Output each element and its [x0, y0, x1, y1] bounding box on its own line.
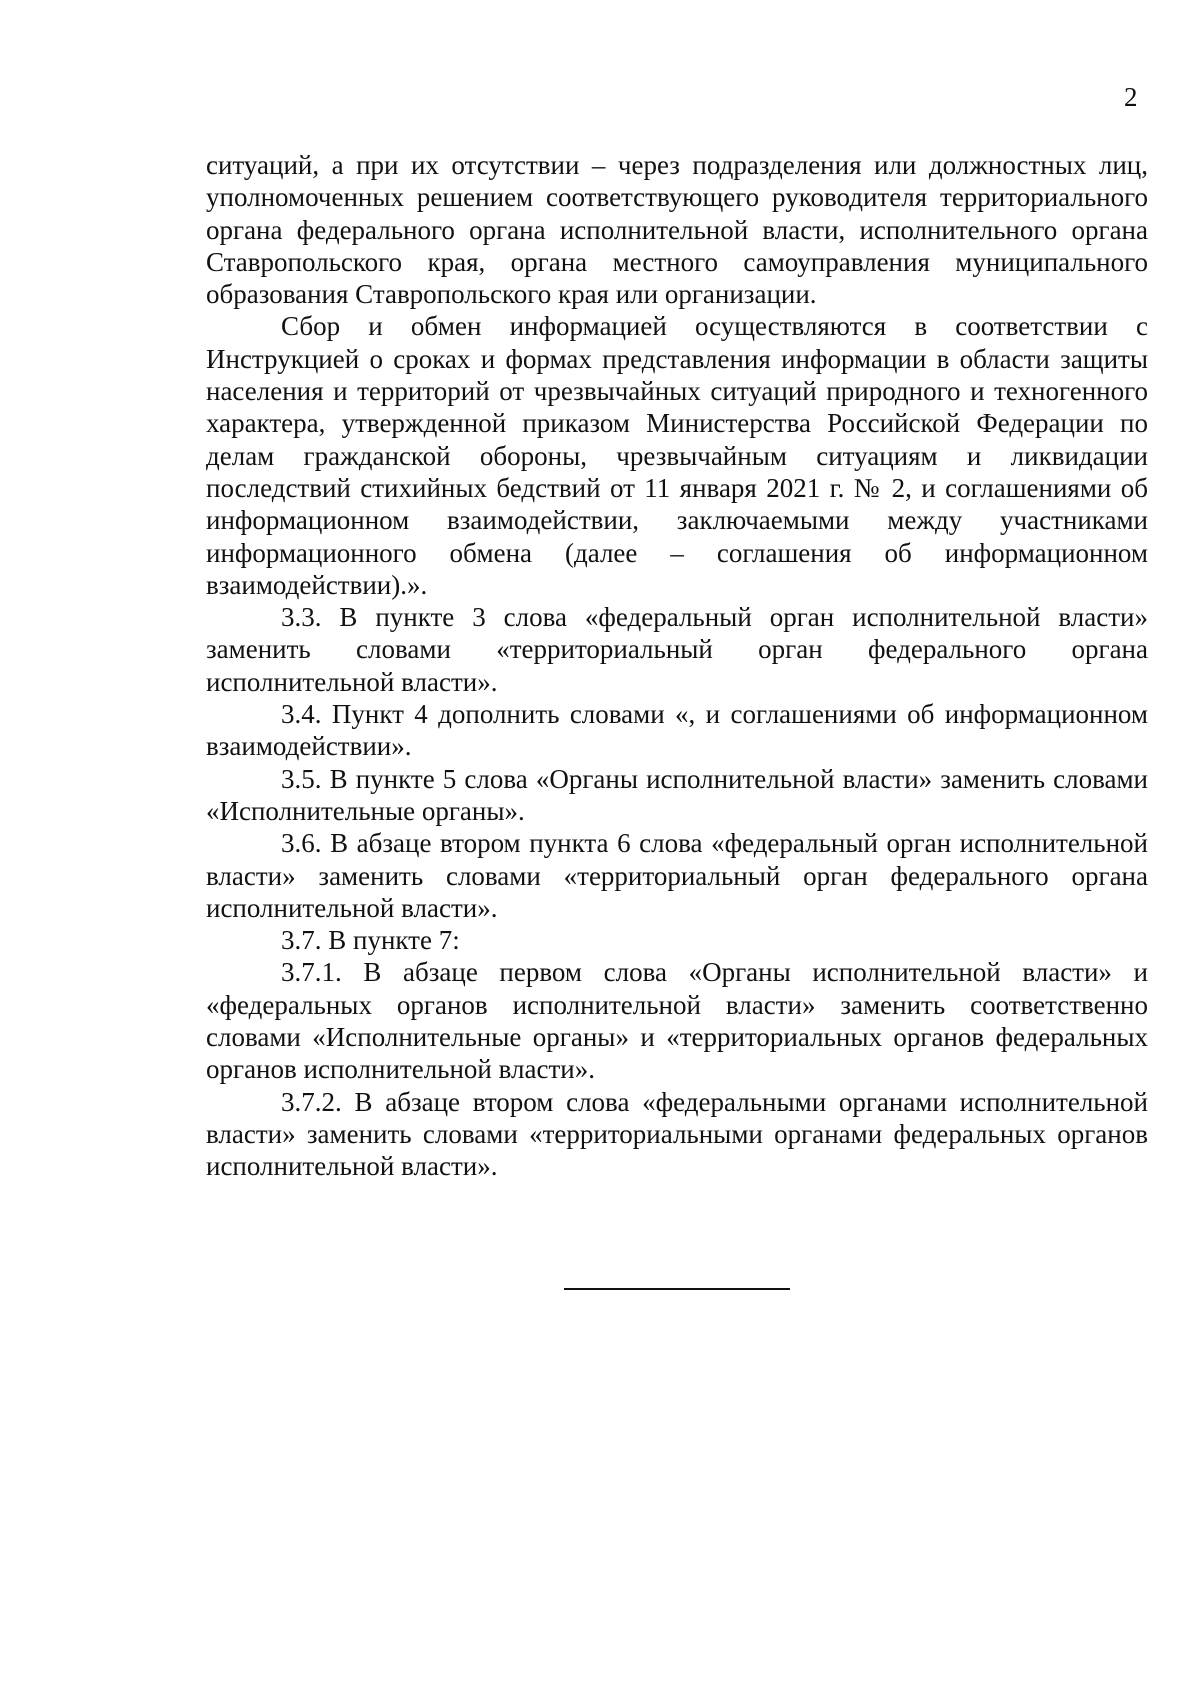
end-separator-line	[564, 1288, 790, 1290]
page-number: 2	[1124, 82, 1138, 112]
paragraph-item-3-6: 3.6. В абзаце втором пункта 6 слова «федеральный орган исполнительной власти» заменить словами «территориальный орган федерального органа исполнительной власти».	[206, 828, 1148, 923]
paragraph-item-3-4: 3.4. Пункт 4 дополнить словами «, и соглашениями об информационном взаимодействии».	[206, 699, 1148, 762]
paragraph-collection-exchange: Сбор и обмен информацией осуществляются в соответствии с Инструкцией о сроках и формах представления информации в области защиты населения и территорий от чрезвычайных ситуаций природного и техногенного характера, утвержденной приказом Министерства Российской Федерации по делам гражданской обороны, чрезвычайным ситуациям и ликвидации последствий стихийных бедствий от 11 января 2021 г. № 2, и соглашениями об информационном взаимодействии, заключаемыми между участниками информационного обмена (далее – соглашения об информационном взаимодействии).».	[206, 311, 1148, 600]
document-body	[206, 149, 1148, 1183]
paragraph-item-3-7: 3.7. В пункте 7:	[281, 925, 460, 956]
paragraph-item-3-3: 3.3. В пункте 3 слова «федеральный орган исполнительной власти» заменить словами «территориальный орган федерального органа исполнительной власти».	[206, 602, 1148, 697]
paragraph-item-3-7-1: 3.7.1. В абзаце первом слова «Органы исполнительной власти» и «федеральных органов исполнительной власти» заменить соответственно словами «Исполнительные органы» и «территориальных органов федеральных органов исполнительной власти».	[206, 957, 1148, 1085]
paragraph-continuation: ситуаций, а при их отсутствии – через подразделения или должностных лиц, уполномоченных решением соответствующего руководителя территориального органа федерального органа исполнительной власти, исполнительного органа Ставропольского края, органа местного самоуправления муниципального образования Ставропольского края или организации.	[206, 150, 1148, 310]
paragraph-item-3-7-2: 3.7.2. В абзаце втором слова «федеральными органами исполнительной власти» заменить словами «территориальными органами федеральных органов исполнительной власти».	[206, 1086, 1148, 1182]
paragraph-item-3-5: 3.5. В пункте 5 слова «Органы исполнительной власти» заменить словами «Исполнительные органы».	[206, 763, 1148, 826]
